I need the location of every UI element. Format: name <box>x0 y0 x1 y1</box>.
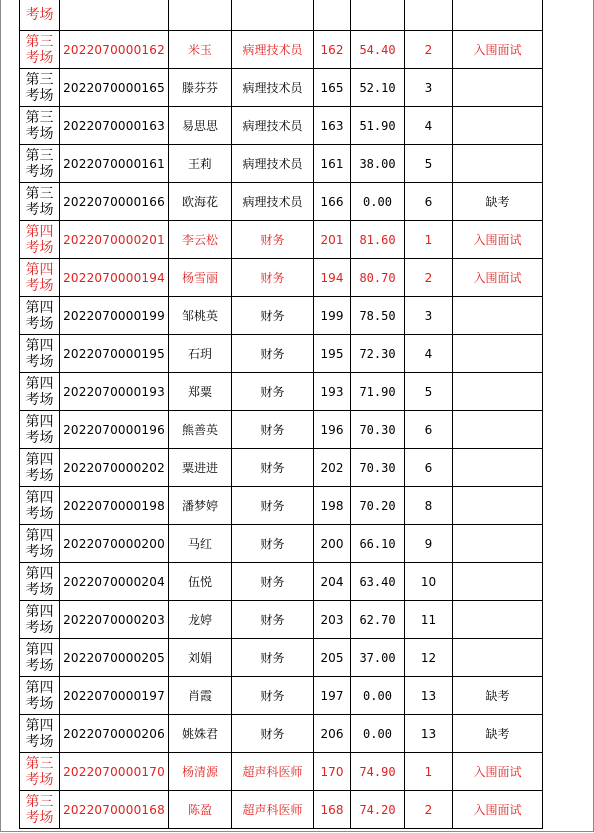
candidate-id-cell: 2022070000170 <box>60 753 169 791</box>
rank-cell: 4 <box>405 335 453 373</box>
exam-room-line: 第四 <box>25 603 54 620</box>
note-cell <box>453 145 543 183</box>
rank-cell: 3 <box>405 297 453 335</box>
note-cell <box>453 373 543 411</box>
exam-room-line: 第三 <box>25 147 54 164</box>
candidate-name-cell: 伍悦 <box>169 563 232 601</box>
seat-number-cell: 199 <box>314 297 351 335</box>
candidate-id-cell: 2022070000201 <box>60 221 169 259</box>
position-cell: 财务 <box>232 677 314 715</box>
score-cell: 81.60 <box>351 221 405 259</box>
exam-room-cell <box>20 221 60 259</box>
exam-room-cell <box>20 753 60 791</box>
exam-room-cell <box>20 107 60 145</box>
exam-room-cell <box>20 335 60 373</box>
rank-cell: 9 <box>405 525 453 563</box>
candidate-id-cell: 2022070000205 <box>60 639 169 677</box>
exam-room-line: 考场 <box>25 581 54 598</box>
candidate-name-cell: 肖霞 <box>169 677 232 715</box>
candidate-id-cell: 2022070000194 <box>60 259 169 297</box>
score-cell: 38.00 <box>351 145 405 183</box>
exam-room-cell <box>20 183 60 221</box>
candidate-name-cell: 滕芬芬 <box>169 69 232 107</box>
seat-number-cell: 202 <box>314 449 351 487</box>
candidate-id-cell: 2022070000203 <box>60 601 169 639</box>
candidate-id-cell: 2022070000168 <box>60 791 169 829</box>
candidate-id-cell: 2022070000202 <box>60 449 169 487</box>
rank-cell: 8 <box>405 487 453 525</box>
seat-number-cell: 163 <box>314 107 351 145</box>
exam-room-line: 考场 <box>25 353 54 370</box>
exam-room-line: 考场 <box>25 695 54 712</box>
candidate-id-cell: 2022070000198 <box>60 487 169 525</box>
exam-room-line: 第三 <box>25 755 54 772</box>
exam-room-cell <box>20 259 60 297</box>
score-cell: 63.40 <box>351 563 405 601</box>
exam-room-line: 第四 <box>25 451 54 468</box>
rank-cell: 12 <box>405 639 453 677</box>
candidate-id-cell: 2022070000199 <box>60 297 169 335</box>
position-cell: 财务 <box>232 601 314 639</box>
exam-room-line: 考场 <box>25 6 54 23</box>
score-cell: 74.90 <box>351 753 405 791</box>
candidate-name-cell: 李云松 <box>169 221 232 259</box>
note-cell <box>453 601 543 639</box>
seat-number-cell: 203 <box>314 601 351 639</box>
exam-room-line: 第四 <box>25 641 54 658</box>
position-cell: 病理技术员 <box>232 107 314 145</box>
note-cell: 入围面试 <box>453 259 543 297</box>
note-cell <box>453 563 543 601</box>
cell <box>405 0 453 31</box>
seat-number-cell: 206 <box>314 715 351 753</box>
note-cell <box>453 335 543 373</box>
score-cell: 80.70 <box>351 259 405 297</box>
seat-number-cell: 165 <box>314 69 351 107</box>
exam-room-cell <box>20 0 60 31</box>
candidate-name-cell: 陈盈 <box>169 791 232 829</box>
exam-room-line: 第四 <box>25 261 54 278</box>
exam-room-line: 考场 <box>25 201 54 218</box>
exam-room-line: 考场 <box>25 49 54 66</box>
exam-room-line: 考场 <box>25 467 54 484</box>
rank-cell: 10 <box>405 563 453 601</box>
exam-room-line: 第四 <box>25 223 54 240</box>
rank-cell: 3 <box>405 69 453 107</box>
exam-room-line: 考场 <box>25 391 54 408</box>
table-row <box>20 0 543 31</box>
exam-room-line: 第三 <box>25 71 54 88</box>
exam-room-line: 第四 <box>25 565 54 582</box>
exam-room-line: 考场 <box>25 125 54 142</box>
seat-number-cell: 170 <box>314 753 351 791</box>
rank-cell: 5 <box>405 145 453 183</box>
seat-number-cell: 161 <box>314 145 351 183</box>
cell <box>169 0 232 31</box>
note-cell <box>453 411 543 449</box>
table-row <box>20 183 543 221</box>
exam-room-line: 考场 <box>25 277 54 294</box>
seat-number-cell: 197 <box>314 677 351 715</box>
note-cell: 入围面试 <box>453 753 543 791</box>
rank-cell: 13 <box>405 715 453 753</box>
exam-room-cell <box>20 563 60 601</box>
note-cell <box>453 639 543 677</box>
candidate-name-cell: 潘梦婷 <box>169 487 232 525</box>
position-cell: 病理技术员 <box>232 69 314 107</box>
position-cell: 财务 <box>232 563 314 601</box>
note-cell <box>453 525 543 563</box>
score-cell: 70.30 <box>351 449 405 487</box>
exam-room-cell <box>20 297 60 335</box>
table-row <box>20 487 543 525</box>
cell <box>232 0 314 31</box>
candidate-name-cell: 欧海花 <box>169 183 232 221</box>
note-cell: 缺考 <box>453 715 543 753</box>
position-cell: 财务 <box>232 525 314 563</box>
exam-room-line: 考场 <box>25 809 54 826</box>
position-cell: 财务 <box>232 639 314 677</box>
exam-room-cell <box>20 601 60 639</box>
position-cell: 财务 <box>232 715 314 753</box>
candidate-name-cell: 龙婷 <box>169 601 232 639</box>
position-cell: 病理技术员 <box>232 31 314 69</box>
rank-cell: 2 <box>405 259 453 297</box>
table-row <box>20 753 543 791</box>
exam-room-line: 考场 <box>25 771 54 788</box>
score-cell: 71.90 <box>351 373 405 411</box>
exam-room-cell <box>20 791 60 829</box>
exam-room-cell <box>20 373 60 411</box>
candidate-name-cell: 郑粟 <box>169 373 232 411</box>
position-cell: 财务 <box>232 221 314 259</box>
table-row <box>20 791 543 829</box>
rank-cell: 2 <box>405 31 453 69</box>
exam-room-line: 第四 <box>25 489 54 506</box>
position-cell: 超声科医师 <box>232 791 314 829</box>
note-cell: 缺考 <box>453 677 543 715</box>
rank-cell: 6 <box>405 411 453 449</box>
candidate-id-cell: 2022070000166 <box>60 183 169 221</box>
position-cell: 病理技术员 <box>232 145 314 183</box>
candidate-name-cell: 邹桃英 <box>169 297 232 335</box>
seat-number-cell: 205 <box>314 639 351 677</box>
table-row <box>20 221 543 259</box>
table-row <box>20 259 543 297</box>
exam-room-cell <box>20 487 60 525</box>
candidate-name-cell: 杨清源 <box>169 753 232 791</box>
score-cell: 0.00 <box>351 677 405 715</box>
cell <box>314 0 351 31</box>
exam-room-line: 第三 <box>25 33 54 50</box>
note-cell: 入围面试 <box>453 221 543 259</box>
candidate-id-cell: 2022070000204 <box>60 563 169 601</box>
exam-room-cell <box>20 31 60 69</box>
cell <box>60 0 169 31</box>
exam-room-line: 考场 <box>25 657 54 674</box>
candidate-id-cell: 2022070000162 <box>60 31 169 69</box>
rank-cell: 5 <box>405 373 453 411</box>
position-cell: 财务 <box>232 373 314 411</box>
exam-room-line: 考场 <box>25 543 54 560</box>
table-row <box>20 107 543 145</box>
table-row <box>20 145 543 183</box>
note-cell <box>453 297 543 335</box>
position-cell: 超声科医师 <box>232 753 314 791</box>
position-cell: 财务 <box>232 259 314 297</box>
note-cell: 缺考 <box>453 183 543 221</box>
exam-room-line: 第三 <box>25 793 54 810</box>
exam-room-line: 第四 <box>25 679 54 696</box>
candidate-id-cell: 2022070000163 <box>60 107 169 145</box>
score-cell: 78.50 <box>351 297 405 335</box>
position-cell: 财务 <box>232 411 314 449</box>
exam-room-line: 考场 <box>25 315 54 332</box>
exam-room-line: 第四 <box>25 527 54 544</box>
seat-number-cell: 198 <box>314 487 351 525</box>
exam-room-cell <box>20 715 60 753</box>
exam-room-line: 考场 <box>25 163 54 180</box>
score-cell: 0.00 <box>351 715 405 753</box>
score-cell: 52.10 <box>351 69 405 107</box>
table-row <box>20 335 543 373</box>
exam-room-line: 第四 <box>25 375 54 392</box>
score-cell: 66.10 <box>351 525 405 563</box>
position-cell: 财务 <box>232 297 314 335</box>
candidate-name-cell: 粟进进 <box>169 449 232 487</box>
candidate-name-cell: 刘娟 <box>169 639 232 677</box>
cell <box>351 0 405 31</box>
seat-number-cell: 162 <box>314 31 351 69</box>
seat-number-cell: 168 <box>314 791 351 829</box>
score-cell: 37.00 <box>351 639 405 677</box>
table-row <box>20 69 543 107</box>
position-cell: 病理技术员 <box>232 183 314 221</box>
rank-cell: 11 <box>405 601 453 639</box>
exam-room-cell <box>20 69 60 107</box>
exam-room-line: 第三 <box>25 185 54 202</box>
exam-room-cell <box>20 145 60 183</box>
cell <box>453 0 543 31</box>
exam-room-line: 考场 <box>25 239 54 256</box>
candidate-name-cell: 杨雪丽 <box>169 259 232 297</box>
candidate-id-cell: 2022070000193 <box>60 373 169 411</box>
candidate-name-cell: 马红 <box>169 525 232 563</box>
note-cell <box>453 487 543 525</box>
candidate-id-cell: 2022070000196 <box>60 411 169 449</box>
candidate-name-cell: 石玥 <box>169 335 232 373</box>
exam-room-line: 第四 <box>25 717 54 734</box>
exam-room-cell <box>20 449 60 487</box>
seat-number-cell: 201 <box>314 221 351 259</box>
seat-number-cell: 200 <box>314 525 351 563</box>
exam-room-cell <box>20 639 60 677</box>
table-row <box>20 373 543 411</box>
seat-number-cell: 196 <box>314 411 351 449</box>
score-cell: 70.30 <box>351 411 405 449</box>
rank-cell: 2 <box>405 791 453 829</box>
position-cell: 财务 <box>232 487 314 525</box>
candidate-id-cell: 2022070000195 <box>60 335 169 373</box>
candidate-id-cell: 2022070000200 <box>60 525 169 563</box>
table-row <box>20 563 543 601</box>
exam-room-line: 第四 <box>25 413 54 430</box>
seat-number-cell: 193 <box>314 373 351 411</box>
score-cell: 54.40 <box>351 31 405 69</box>
table-row <box>20 639 543 677</box>
exam-room-line: 考场 <box>25 733 54 750</box>
note-cell <box>453 69 543 107</box>
table-row <box>20 297 543 335</box>
rank-cell: 13 <box>405 677 453 715</box>
position-cell: 财务 <box>232 449 314 487</box>
candidate-id-cell: 2022070000165 <box>60 69 169 107</box>
rank-cell: 6 <box>405 449 453 487</box>
candidate-name-cell: 米玉 <box>169 31 232 69</box>
results-table <box>19 0 543 829</box>
candidate-name-cell: 易思思 <box>169 107 232 145</box>
seat-number-cell: 166 <box>314 183 351 221</box>
exam-room-cell <box>20 677 60 715</box>
table-row <box>20 449 543 487</box>
seat-number-cell: 204 <box>314 563 351 601</box>
score-cell: 0.00 <box>351 183 405 221</box>
table-row <box>20 525 543 563</box>
position-cell: 财务 <box>232 335 314 373</box>
score-cell: 70.20 <box>351 487 405 525</box>
table-row <box>20 715 543 753</box>
note-cell: 入围面试 <box>453 31 543 69</box>
exam-room-cell <box>20 411 60 449</box>
candidate-name-cell: 王莉 <box>169 145 232 183</box>
rank-cell: 1 <box>405 753 453 791</box>
seat-number-cell: 194 <box>314 259 351 297</box>
exam-room-line: 考场 <box>25 429 54 446</box>
table-row <box>20 601 543 639</box>
candidate-id-cell: 2022070000197 <box>60 677 169 715</box>
note-cell: 入围面试 <box>453 791 543 829</box>
rank-cell: 1 <box>405 221 453 259</box>
exam-room-line: 第四 <box>25 299 54 316</box>
candidate-name-cell: 姚姝君 <box>169 715 232 753</box>
candidate-id-cell: 2022070000206 <box>60 715 169 753</box>
seat-number-cell: 195 <box>314 335 351 373</box>
exam-room-line: 第四 <box>25 337 54 354</box>
score-cell: 51.90 <box>351 107 405 145</box>
score-cell: 62.70 <box>351 601 405 639</box>
exam-room-line: 考场 <box>25 619 54 636</box>
candidate-name-cell: 熊善英 <box>169 411 232 449</box>
score-cell: 74.20 <box>351 791 405 829</box>
rank-cell: 4 <box>405 107 453 145</box>
candidate-id-cell: 2022070000161 <box>60 145 169 183</box>
note-cell <box>453 107 543 145</box>
exam-room-line: 考场 <box>25 505 54 522</box>
table-row <box>20 31 543 69</box>
table-row <box>20 677 543 715</box>
exam-room-line: 第三 <box>25 109 54 126</box>
exam-room-line: 考场 <box>25 87 54 104</box>
rank-cell: 6 <box>405 183 453 221</box>
exam-room-cell <box>20 525 60 563</box>
score-cell: 72.30 <box>351 335 405 373</box>
table-row <box>20 411 543 449</box>
note-cell <box>453 449 543 487</box>
